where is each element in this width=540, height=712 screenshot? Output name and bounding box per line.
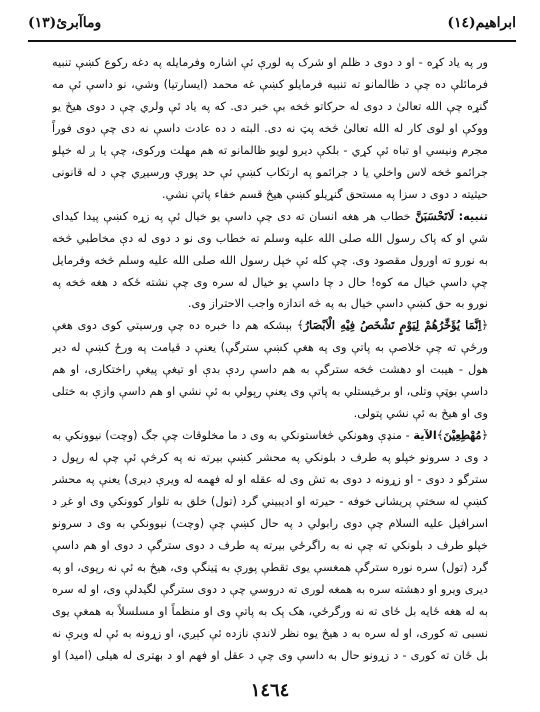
page-body: [52, 52, 488, 668]
paragraph-3-text: بېشکه هم دا خبره ده چې ورسيتي کوی دوی هغې ورځې ته چې خلاصې به پاتې وی په هغې کښې سترگې) يعنې د قيامت په ورځ کښې له دير هول - هيبت او دهشت څخه سترگې به هم داسې ردې بدې او تيغې پيغې راختکاری، او هم داسې بوټې وتلی، او برڅيستلي به پاتې وی يعنې رپولي به ئې نشي او هم داسې وازې به ختلی وی او هيڅ به ئې نشي پتولی.: [52, 319, 488, 421]
ayah-tag: الآية: [413, 429, 437, 443]
quran-quote-2: لَاتَحْسَبَنَّ: [415, 208, 455, 223]
quran-quote-3: اِنَّمَا يُؤَخِّرُهُمْ لِيَوْمٍ تَشْخَصُ فِيْهِ الْاَبْصَارُ: [303, 318, 482, 333]
tanbih-label: تنبيه:: [458, 209, 488, 223]
page-header: [28, 8, 516, 38]
header-rule: [28, 40, 516, 42]
paragraph-2: [52, 206, 488, 316]
paragraph-3: ﴿اِنَّمَا يُؤَخِّرُهُمْ لِيَوْمٍ تَشْخَصُ فِيْهِ الْاَبْصَارُ﴾ بېشکه هم دا خبره ده چې ورسيتي کوی دوی هغې ورځې ته چې خلاصې به پاتې وی په هغې کښې سترگې) يعنې د قيامت په ورځ کښې له دير هول - هيبت او دهشت څخه سترگې به هم داسې ردې بدې او تيغې پيغې راختکاری، او هم داسې بوټې وتلی، او برڅيستلي به پاتې وی يعنې رپولي به ئې نشي او هم داسې وازې به ختلی وی او هيڅ به ئې نشي پتولی.: [52, 318, 488, 421]
header-chapter-left: وماآبرئ(١٣): [28, 15, 102, 31]
header-surah-right: ابراهيم(١٤): [447, 15, 516, 31]
page-number: ١٤٦٤: [250, 680, 290, 701]
paragraph-4: ﴿مُهْطِعِيْنَ﴾الآية - منډې وهونکي څغاستونکي به وی د ما مخلوقات چې جگ (وچت) نيوونکي به د وی د سرونو خپلو په طرف د بلونکي په محشر کښې بيرته نه په کرڅې ئې چې له رپول د سترگو د دوی - او زړونه د دوی به تش وی له عقله او له فهمه له ويرې ديری) يعنې په محشر کښې له سختې پريشانۍ خوفه - حيرته او اديبيني گرد (تول) خلق به تلوار کوونکي وی او غږ د اسرافيل عليه السلام چې دوی رابولي د په حال کښې چې (وچت) نيوونکي به وی د سرونو خپلو طرف د بلونکي ته چې نه به راگرځي بيرته په طرف د دوی سترگې د دوی او هم داسې گرد (تول) سره نوره سترگې همغسې يوی تقطې پورې به ټينگې وی، هيڅ به ئې نه رپوی، او په ديری ويرو او دهشته سره به همغه لوری ته دروسي چې د دوی سترگې لگيدلې وی، او له سره به له هغه ځایه بل ځای ته نه ورگرځي، هک پک به پاتې وی او منظماً او مسلسلاً به همغې يوی نسبی ته کوری، او له سره به د هيڅ يوه نظر لاندې نازده ئې کېږي، او زړونه به ئې له ويرې نه بل ځان ته کوری - د زړونو حال به داسې وی چې د عقل او فهم او د بهتری له هيلی (اميد) او: [52, 425, 488, 668]
paragraph-4-text: - منډې وهونکي څغاستونکي به وی د ما مخلوقات چې جگ (وچت) نيوونکي به د وی د سرونو خپلو په طرف د بلونکي په محشر کښې بيرته نه په کرڅې ئې چې له رپول د سترگو د دوی - او زړونه د دوی به تش وی له عقله او له فهمه له ويرې ديری) يعنې په محشر کښې له سختې پريشانۍ خوفه - حيرته او اديبيني گرد (تول) خلق به تلوار کوونکي وی او غږ د اسرافيل عليه السلام چې دوی رابولي د په حال کښې چې (وچت) نيوونکي به وی د سرونو خپلو طرف د بلونکي ته چې نه به راگرځي بيرته په طرف د دوی سترگې د دوی او هم داسې گرد (تول) سره نوره سترگې همغسې يوی تقطې پورې به ټينگې وی، هيڅ به ئې نه رپوی، او په ديری ويرو او دهشته سره به همغه لوری ته دروسي چې د دوی سترگې لگيدلې وی، او له سره به له هغه ځایه بل ځای ته نه ورگرځي، هک پک به پاتې وی او منظماً او مسلسلاً به همغې يوی نسبی ته کوری، او له سره به د هيڅ يوه نظر لاندې نازده ئې کېږي، او زړونه به ئې له ويرې نه بل ځان ته کوری - د زړونو حال به داسې وی چې د عقل او فهم او د بهتری له هيلی (اميد) او: [52, 429, 488, 662]
paragraph-2-text: خطاب هر هغه انسان ته دی چې داسې يو خيال ئې په زړه کښې پيدا کيدای شي او که پاک رسول الله صلی الله عليه وسلم ته خطاب وی نو د دوی له دې مخاطبي څخه به نورو ته اورول مقصود وی. چې کله ئې خپل رسول الله صلی الله عليه وسلم څخه وفرمايل چې داسې خيال مه کوه! حال د چا داسې يو خيال له سره وی چې نشته ځکه د هغه څخه په نورو به حق کښې داسې خيال به په څه اندازه واجب الاحتراز وی.: [52, 209, 488, 311]
paragraph-1: ور په ياد کړه - او د دوی د ظلم او شرک په لورې ئې اشاره وفرمايله په دغه رکوع کښې تنبيه فرمائلې ده چې د ظالمانو ته تنبيه فرمايلو کښې غه محمد (ايسارتيا) وشي، نو داسې ئې مه گنړه چې الله تعالیٰ د دوی له حرکاتو څخه بې خبر دی. که په ياد ئې ولري چې د دوی هيڅ يو ووکې او لوی کار له الله تعالیٰ څخه پټ نه دی. البته د ده عادت داسې نه دی چې دوی فوراً مجرم ونيسي او تباه ئې کړي - بلکې دیرو لويو ظالمانو ته هم مهلت ورکوی، چې يا ږ له خپلو جرائمو څخه لاس واخلي يا د جرائمو په ارتکاب کښې ئې حد پورې ورسيږي چې د له قانونی حيثيته د دوی د سزا په مستحق گنړيلو کښې هيڅ قسم خفاء پاتې نشي.: [52, 56, 488, 201]
quran-quote-4: مُهْطِعِيْنَ: [443, 428, 482, 443]
